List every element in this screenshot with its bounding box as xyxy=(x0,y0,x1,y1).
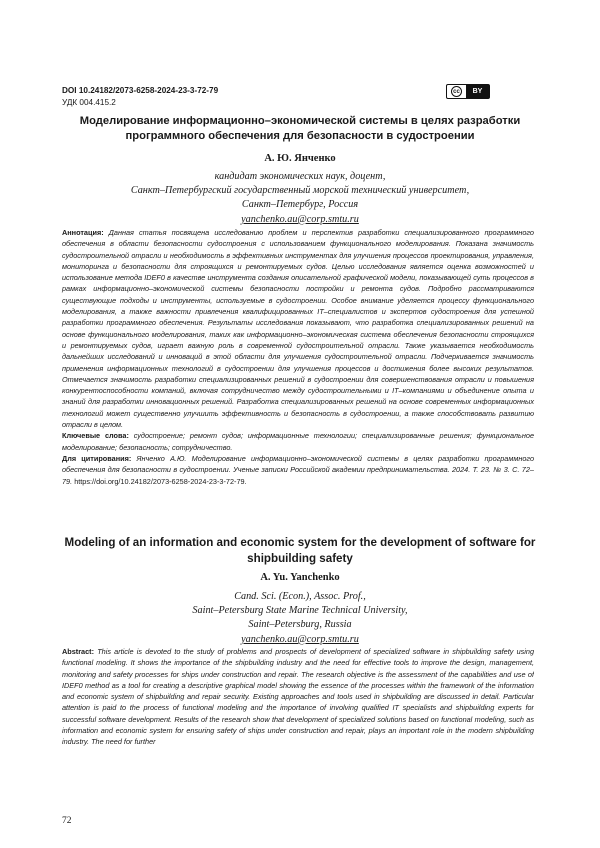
author-name-ru: А. Ю. Янченко xyxy=(264,153,336,164)
affiliation-line: кандидат экономических наук, доцент, xyxy=(214,171,386,182)
by-label: BY xyxy=(466,85,489,98)
udk-line: УДК 004.415.2 xyxy=(62,98,116,107)
citation-ru xyxy=(62,453,534,487)
abstract-text: Данная статья посвящена исследованию проблем и перспектив разработки специализированного программного обеспечения в области безопасности судостроения с использованием функционального моделирования. Показана значимость судостроительной отрасли и необходимость в эффективных инструментах для улучшения процессов проектирования, управления, мониторинга и безопасности для строящихся и ремонтируемых судов. Целью исследования является оценка возможностей и использование метода IDEF0 в качестве инструмента создания описательной графической модели, показывающей суть процессов в рамках информационно–экономической системы безопасности постройки и ремонта судов. Подробно рассматриваются существующие подходы и инструменты, используемые в судостроении. Особое внимание уделяется процессу функционального моделирования, а также важности привлечения квалифицированных IT–специалистов и экспертов судостроения для успешной разработки программного обеспечения. Результаты исследования показывают, что разработка специализированных решений на основе функционального моделирования, таких как информационно–экономическая система обеспечения безопасности строящихся и ремонтируемых судов, играет важную роль в современной судостроительной отрасли. Также указывается необходимость дальнейших исследований и инноваций в этой области для улучшения судостроительной отрасли. Подчеркивается значимость применения информационных технологий в судостроении для улучшения процессов и достижения более высоких результатов. Отмечается значимость разработки специализированных решений в судостроении для совершенствования отрасли и повышения конкурентоспособности компаний, включая сотрудничество между судостроительными и IT–компаниями и объединение опыта и знаний для разработки инновационных решений. Разработка специализированных решений на основе современных информационных технологий может существенно улучшить эффективность и безопасность в судостроении, а также способствовать развитию отрасли в целом. xyxy=(62,228,534,430)
citation-doi-link[interactable]: https://doi.org/10.24182/2073-6258-2024-23-3-72-79. xyxy=(74,476,247,486)
abstract-text: This article is devoted to the study of problems and prospects of development of specialized software in shipbuilding safety using functional modeling. It shows the importance of the shipbuilding industry and the need for effective tools to improve the design, management, monitoring and safety processes for ships under construction and repair. The research objective is the assessment of the capabilities and use of IDEF0 method as a tool for creating a descriptive graphical model showing the essence of the processes within the framework of the information and economic system of shipbuilding and repair security. Existing approaches and tools used in shipbuilding are discussed in detail. Particular attention is paid to the process of functional modeling and the importance of involving qualified IT specialists and shipbuilding experts for successful software development. Results of the research show that development of specialized solutions based on functional modeling, such as information and economic system for ensuring safety of ships under construction and repair, plays an important role in the modern shipbuilding industry. The need for further xyxy=(62,647,534,747)
abstract-ru xyxy=(62,227,534,430)
article-title-en: Modeling of an information and economic system for the development of software for shipbuilding safety xyxy=(64,536,536,565)
author-name-en: A. Yu. Yanchenko xyxy=(260,572,340,583)
affiliation-line: Санкт–Петербургский государственный морской технический университет, xyxy=(130,185,470,197)
abstract-block-ru xyxy=(62,227,534,487)
page-number: 72 xyxy=(62,816,72,826)
author-email-link[interactable]: yanchenko.au@corp.smtu.ru xyxy=(241,213,359,225)
creative-commons-icon xyxy=(447,85,466,98)
affiliation-line: Saint–Petersburg, Russia xyxy=(248,619,352,631)
abstract-label: Аннотация: xyxy=(62,228,104,237)
abstract-block-en xyxy=(62,646,534,786)
doi-line[interactable]: DOI 10.24182/2073-6258-2024-23-3-72-79 xyxy=(62,86,219,95)
cc-symbol: cc xyxy=(451,86,462,97)
cc-by-license-badge[interactable] xyxy=(446,84,490,99)
affiliation-line: Cand. Sci. (Econ.), Assoc. Prof., xyxy=(234,591,366,602)
keywords-ru xyxy=(62,430,534,453)
article-title-ru: Моделирование информационно–экономической системы в целях разработки программного обеспечения для безопасности в судостроении xyxy=(79,115,521,142)
affiliation-en xyxy=(0,590,600,647)
affiliation-line: Санкт–Петербург, Россия xyxy=(241,199,359,211)
keywords-text: судостроение; ремонт судов; информационные технологии; специализированные решения; функциональное моделирование; безопасность; сотрудничество. xyxy=(62,431,535,452)
abstract-label: Abstract: xyxy=(62,647,95,656)
keywords-label: Ключевые слова: xyxy=(62,431,129,441)
citation-text: Янченко А.Ю. Моделирование информационно–экономической системы в целях разработки программного обеспечения для безопасности в судостроении. Ученые записки Российской академии предпринимательства. 2024. Т. 23. № 3. С. 72–79. xyxy=(62,453,535,486)
citation-label: Для цитирования: xyxy=(62,453,132,463)
affiliation-ru xyxy=(0,170,600,227)
affiliation-line: Saint–Petersburg State Marine Technical University, xyxy=(192,605,408,617)
author-email-link[interactable]: yanchenko.au@corp.smtu.ru xyxy=(241,633,359,645)
abstract-en xyxy=(62,646,534,748)
